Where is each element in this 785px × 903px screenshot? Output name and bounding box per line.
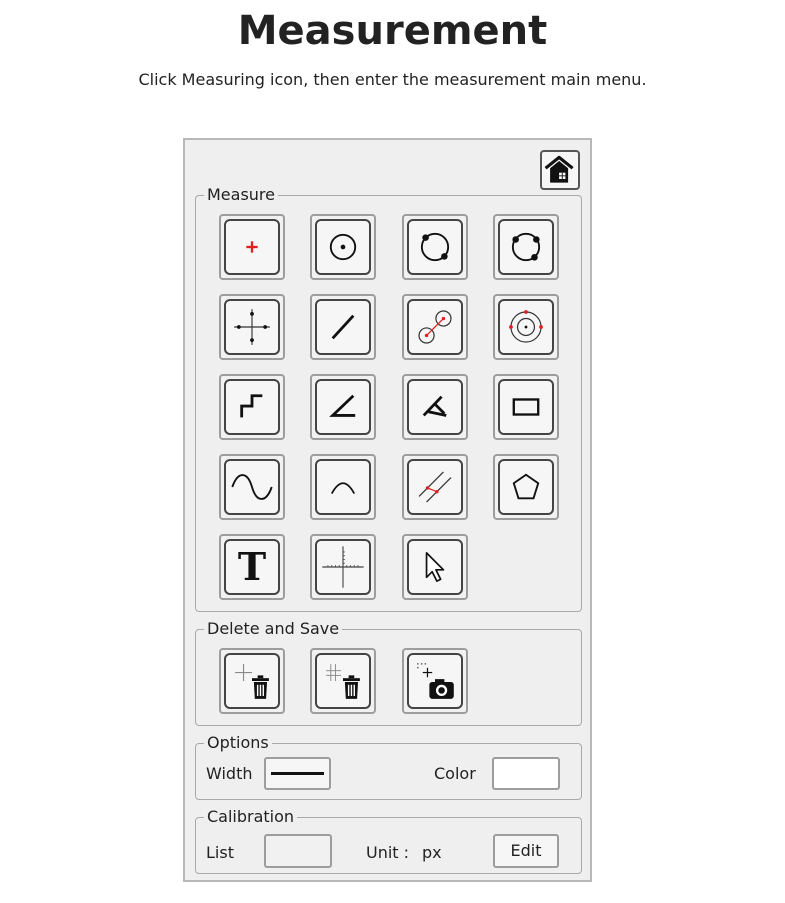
calibration-list-select[interactable] <box>264 834 332 868</box>
delete-save-legend: Delete and Save <box>204 620 342 638</box>
angle-three-line-tool-button[interactable] <box>402 374 468 440</box>
measurement-panel <box>183 138 592 882</box>
circle-center-icon <box>312 216 374 278</box>
text-tool-button[interactable] <box>219 534 285 600</box>
rectangle-tool-button[interactable] <box>493 374 559 440</box>
width-selector[interactable] <box>264 757 331 790</box>
circle-three-point-tool-button[interactable] <box>493 214 559 280</box>
polygon-icon <box>495 456 557 518</box>
angle-three-line-icon <box>404 376 466 438</box>
save-snapshot-icon <box>404 650 466 712</box>
options-legend: Options <box>204 734 272 752</box>
delete-point-button[interactable] <box>219 648 285 714</box>
circle-distance-icon <box>404 296 466 358</box>
color-label: Color <box>434 764 476 783</box>
point-icon <box>221 216 283 278</box>
rectangle-icon <box>495 376 557 438</box>
parallel-line-icon <box>404 456 466 518</box>
crosshair-scale-tool-button[interactable] <box>310 534 376 600</box>
edit-calibration-button[interactable]: Edit <box>493 834 559 868</box>
calibration-legend: Calibration <box>204 808 297 826</box>
text-icon: T <box>237 544 267 589</box>
concentric-circle-icon <box>495 296 557 358</box>
step-line-tool-button[interactable] <box>219 374 285 440</box>
measure-group <box>195 185 582 612</box>
page-subtitle: Click Measuring icon, then enter the measurement main menu. <box>138 70 647 89</box>
options-group <box>195 733 582 800</box>
line-tool-button[interactable] <box>310 294 376 360</box>
crosshair-scale-icon <box>312 536 374 598</box>
point-tool-button[interactable] <box>219 214 285 280</box>
calibration-group <box>195 807 582 874</box>
pointer-icon <box>404 536 466 598</box>
circle-three-point-icon <box>495 216 557 278</box>
arc-tool-button[interactable] <box>310 454 376 520</box>
circle-distance-tool-button[interactable] <box>402 294 468 360</box>
delete-all-button[interactable] <box>310 648 376 714</box>
circle-center-tool-button[interactable] <box>310 214 376 280</box>
list-label: List <box>206 843 234 862</box>
curve-icon <box>221 456 283 518</box>
page-title: Measurement <box>237 8 548 54</box>
arc-icon <box>312 456 374 518</box>
cross-point-icon <box>221 296 283 358</box>
save-snapshot-button[interactable] <box>402 648 468 714</box>
parallel-line-tool-button[interactable] <box>402 454 468 520</box>
line-icon <box>312 296 374 358</box>
measure-legend: Measure <box>204 186 278 204</box>
circle-two-point-icon <box>404 216 466 278</box>
delete-all-icon <box>312 650 374 712</box>
color-picker[interactable] <box>492 757 560 790</box>
curve-tool-button[interactable] <box>219 454 285 520</box>
pointer-tool-button[interactable] <box>402 534 468 600</box>
home-button[interactable] <box>540 150 580 190</box>
cross-point-tool-button[interactable] <box>219 294 285 360</box>
step-line-icon <box>221 376 283 438</box>
unit-label: Unit : <box>366 843 410 862</box>
circle-two-point-tool-button[interactable] <box>402 214 468 280</box>
concentric-circle-tool-button[interactable] <box>493 294 559 360</box>
delete-save-group <box>195 619 582 726</box>
width-preview-line <box>271 772 324 775</box>
home-icon <box>542 152 578 188</box>
delete-point-icon <box>221 650 283 712</box>
unit-value: px <box>422 843 442 862</box>
width-label: Width <box>206 764 253 783</box>
polygon-tool-button[interactable] <box>493 454 559 520</box>
angle-tool-button[interactable] <box>310 374 376 440</box>
angle-icon <box>312 376 374 438</box>
